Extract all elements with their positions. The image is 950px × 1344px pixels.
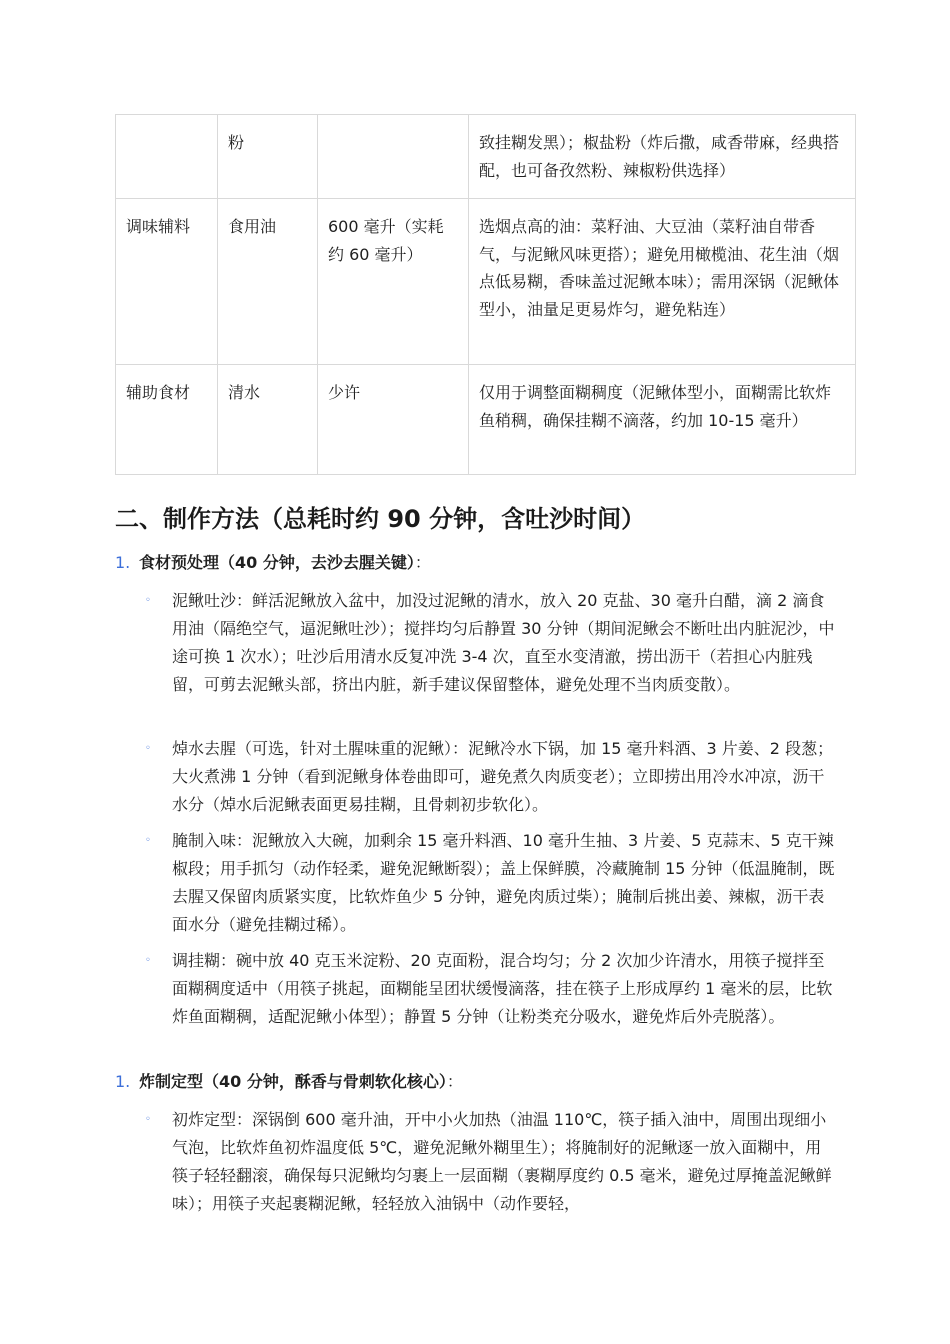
table-cell-amount — [318, 115, 469, 199]
table-cell-name: 粉 — [218, 115, 318, 199]
list-item-text: 调挂糊：碗中放 40 克玉米淀粉、20 克面粉，混合均匀；分 2 次加少许清水，用筷子搅拌至面糊稠度适中（用筷子挑起，面糊能呈团状缓慢滴落，挂在筷子上形成厚约 1 毫米的层，比软炸鱼面糊稠，适配泥鳅小体型）；静置 5 分钟（让粉类充分吸水，避免炸后外壳脱落）。 — [172, 951, 833, 1026]
step-number: 1. — [115, 553, 131, 572]
ingredients-table — [115, 114, 856, 475]
list-item — [145, 947, 835, 1031]
step-heading — [115, 1069, 463, 1095]
table-cell-note: 仅用于调整面糊稠度（泥鳅体型小，面糊需比软炸鱼稍稠，确保挂糊不滴落，约加 10-15 毫升） — [469, 365, 856, 475]
step-heading — [115, 550, 431, 576]
bullet-icon: ◦ — [145, 1114, 151, 1125]
list-item — [145, 1106, 835, 1218]
list-item — [145, 735, 835, 819]
step-title: 炸制定型（40 分钟，酥香与骨刺软化核心） — [139, 1072, 447, 1091]
step-colon: ： — [414, 553, 431, 572]
table-row — [116, 199, 856, 365]
table-row — [116, 115, 856, 199]
section-heading: 二、制作方法（总耗时约 90 分钟，含吐沙时间） — [115, 505, 646, 533]
step-title: 食材预处理（40 分钟，去沙去腥关键） — [139, 553, 415, 572]
table-cell-name: 食用油 — [218, 199, 318, 365]
table-cell-note: 致挂糊发黑）；椒盐粉（炸后撒，咸香带麻，经典搭配，也可备孜然粉、辣椒粉供选择） — [469, 115, 856, 199]
table-cell-amount: 少许 — [318, 365, 469, 475]
table-row — [116, 365, 856, 475]
list-item — [145, 587, 835, 699]
table-cell-amount: 600 毫升（实耗约 60 毫升） — [318, 199, 469, 365]
table-cell-category — [116, 115, 218, 199]
list-item-text: 腌制入味：泥鳅放入大碗，加剩余 15 毫升料酒、10 毫升生抽、3 片姜、5 克蒜末、5 克干辣椒段；用手抓匀（动作轻柔，避免泥鳅断裂）；盖上保鲜膜，冷藏腌制 15 分钟（低温腌制，既去腥又保留肉质紧实度，比软炸鱼少 5 分钟，避免肉质过柴）；腌制后挑出姜、辣椒，沥干表面水分（避免挂糊过稀）。 — [172, 831, 835, 934]
step-number: 1. — [115, 1072, 131, 1091]
list-item — [145, 827, 835, 939]
bullet-icon: ◦ — [145, 743, 151, 754]
table-cell-note: 选烟点高的油：菜籽油、大豆油（菜籽油自带香气，与泥鳅风味更搭）；避免用橄榄油、花生油（烟点低易糊，香味盖过泥鳅本味）；需用深锅（泥鳅体型小，油量足更易炸匀，避免粘连） — [469, 199, 856, 365]
bullet-icon: ◦ — [145, 955, 151, 966]
bullet-icon: ◦ — [145, 595, 151, 606]
step-colon: ： — [446, 1072, 463, 1091]
bullet-icon: ◦ — [145, 835, 151, 846]
table-cell-name: 清水 — [218, 365, 318, 475]
table-cell-category: 辅助食材 — [116, 365, 218, 475]
list-item-text: 初炸定型：深锅倒 600 毫升油，开中小火加热（油温 110℃，筷子插入油中，周围出现细小气泡，比软炸鱼初炸温度低 5℃，避免泥鳅外糊里生）；将腌制好的泥鳅逐一放入面糊中，用筷子轻轻翻滚，确保每只泥鳅均匀裹上一层面糊（裹糊厚度约 0.5 毫米，避免过厚掩盖泥鳅鲜味）；用筷子夹起裹糊泥鳅，轻轻放入油锅中（动作要轻， — [172, 1110, 832, 1213]
list-item-text: 泥鳅吐沙：鲜活泥鳅放入盆中，加没过泥鳅的清水，放入 20 克盐、30 毫升白醋，滴 2 滴食用油（隔绝空气，逼泥鳅吐沙）；搅拌均匀后静置 30 分钟（期间泥鳅会不断吐出内脏泥沙，中途可换 1 次水）；吐沙后用清水反复冲洗 3-4 次，直至水变清澈，捞出沥干（若担心内脏残留，可剪去泥鳅头部，挤出内脏，新手建议保留整体，避免处理不当肉质变散）。 — [172, 591, 835, 694]
list-item-text: 焯水去腥（可选，针对土腥味重的泥鳅）：泥鳅冷水下锅，加 15 毫升料酒、3 片姜、2 段葱；大火煮沸 1 分钟（看到泥鳅身体卷曲即可，避免煮久肉质变老）；立即捞出用冷水冲凉，沥干水分（焯水后泥鳅表面更易挂糊，且骨刺初步软化）。 — [172, 739, 834, 814]
table-cell-category: 调味辅料 — [116, 199, 218, 365]
